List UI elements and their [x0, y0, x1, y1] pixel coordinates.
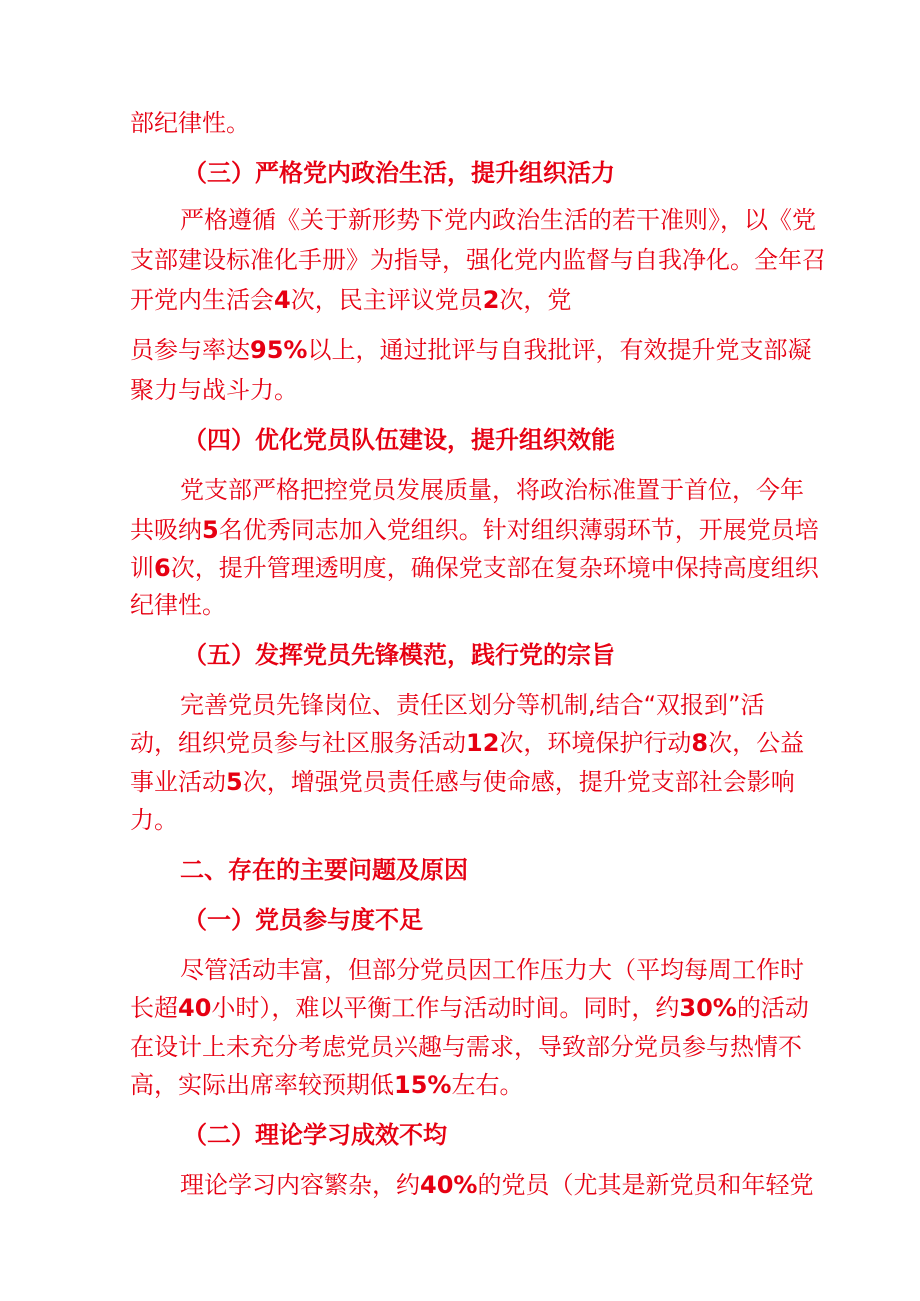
paragraph-line: 纪律性。: [130, 591, 226, 619]
paragraph-line: 动，组织党员参与社区服务活动12次，环境保护行动8次，公益: [130, 729, 805, 757]
paragraph-line: 共吸纳5名优秀同志加入党组织。针对组织薄弱环节，开展党员培: [130, 516, 819, 544]
paragraph-line: 长超40小时），难以平衡工作与活动时间。同时，约30%的活动: [130, 994, 809, 1022]
section-heading-4: （四）优化党员队伍建设，提升组织效能: [183, 426, 615, 454]
chapter-heading-2: 二、存在的主要问题及原因: [180, 856, 468, 884]
paragraph-line: 高，实际出席率较预期低15%左右。: [130, 1071, 524, 1099]
section-heading-2: （二）理论学习成效不均: [183, 1121, 447, 1149]
paragraph-line: 支部建设标准化手册》为指导，强化党内监督与自我净化。全年召: [130, 246, 826, 274]
paragraph-line: 开党内生活会4次，民主评议党员2次，党: [130, 286, 572, 314]
paragraph-line: 完善党员先锋岗位、责任区划分等机制,结合“双报到”活: [180, 691, 765, 719]
paragraph-line: 聚力与战斗力。: [130, 376, 298, 404]
paragraph-line: 事业活动5次，增强党员责任感与使命感，提升党支部社会影响: [130, 768, 795, 796]
section-heading-5: （五）发挥党员先锋模范，践行党的宗旨: [183, 641, 615, 669]
paragraph-line: 训6次，提升管理透明度，确保党支部在复杂环境中保持高度组织: [130, 554, 819, 582]
paragraph-line: 在设计上未充分考虑党员兴趣与需求，导致部分党员参与热情不: [130, 1033, 802, 1061]
paragraph-line: 严格遵循《关于新形势下党内政治生活的若干准则》，以《党: [180, 206, 816, 234]
paragraph-line: 党支部严格把控党员发展质量，将政治标准置于首位，今年: [180, 476, 804, 504]
paragraph-line: 员参与率达95%以上，通过批评与自我批评，有效提升党支部凝: [130, 336, 812, 364]
paragraph-line: 尽管活动丰富，但部分党员因工作压力大（平均每周工作时: [180, 956, 804, 984]
paragraph-line: 理论学习内容繁杂，约40%的党员（尤其是新党员和年轻党: [180, 1171, 814, 1199]
paragraph-line: 部纪律性。: [130, 109, 250, 137]
section-heading-1: （一）党员参与度不足: [183, 906, 423, 934]
paragraph-line: 力。: [130, 806, 178, 834]
section-heading-3: （三）严格党内政治生活，提升组织活力: [183, 159, 615, 187]
